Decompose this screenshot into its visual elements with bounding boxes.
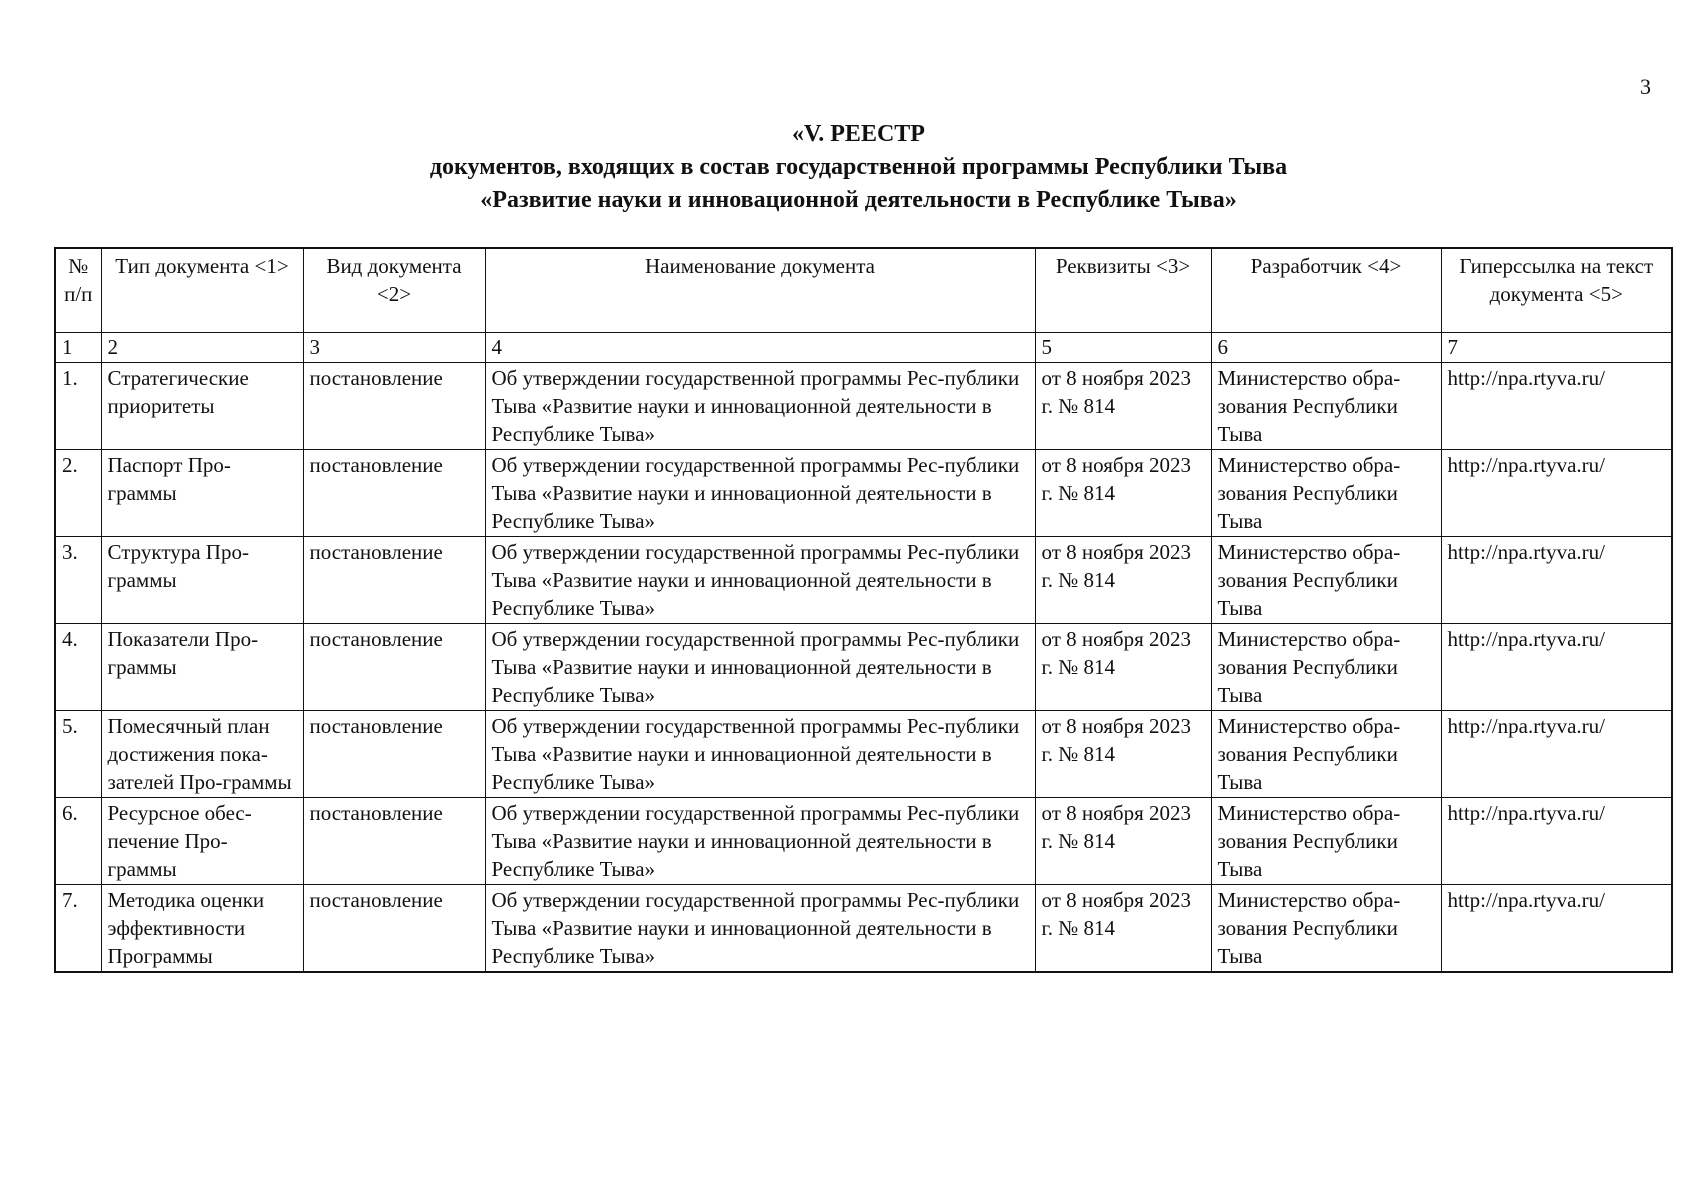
doc-name-cell: Об утверждении государственной программы Рес-публики Тыва «Развитие науки и инновационной деятельности в Республике Тыва» <box>485 797 1035 884</box>
column-number: 7 <box>1441 332 1672 362</box>
doc-kind-cell: постановление <box>303 884 485 972</box>
column-number: 6 <box>1211 332 1441 362</box>
doc-name-cell: Об утверждении государственной программы Рес-публики Тыва «Развитие науки и инновационной деятельности в Республике Тыва» <box>485 449 1035 536</box>
column-number: 4 <box>485 332 1035 362</box>
page-number: 3 <box>1640 74 1651 99</box>
title-line-registry: «V. РЕЕСТР <box>792 121 925 147</box>
header-cell-developer: Разработчик <4> <box>1211 248 1441 332</box>
hyperlink-cell[interactable]: http://npa.rtyva.ru/ <box>1441 710 1672 797</box>
requisites-cell: от 8 ноября 2023 г. № 814 <box>1035 623 1211 710</box>
doc-type-cell: Методика оценки эффективности Программы <box>101 884 303 972</box>
developer-cell: Министерство обра-зования Республики Тыва <box>1211 449 1441 536</box>
table-row <box>55 449 1672 536</box>
header-cell-number: № п/п <box>55 248 101 332</box>
row-number: 2. <box>55 449 101 536</box>
header-row <box>55 248 1672 332</box>
developer-cell: Министерство обра-зования Республики Тыва <box>1211 623 1441 710</box>
table-row <box>55 710 1672 797</box>
hyperlink-cell[interactable]: http://npa.rtyva.ru/ <box>1441 623 1672 710</box>
doc-type-cell: Структура Про-граммы <box>101 536 303 623</box>
developer-cell: Министерство обра-зования Республики Тыва <box>1211 710 1441 797</box>
row-number: 6. <box>55 797 101 884</box>
table-row <box>55 536 1672 623</box>
hyperlink-cell[interactable]: http://npa.rtyva.ru/ <box>1441 362 1672 449</box>
title-line-program: «Развитие науки и инновационной деятельности в Республике Тыва» <box>480 187 1237 213</box>
row-number: 5. <box>55 710 101 797</box>
row-number: 3. <box>55 536 101 623</box>
hyperlink-cell[interactable]: http://npa.rtyva.ru/ <box>1441 536 1672 623</box>
doc-kind-cell: постановление <box>303 797 485 884</box>
developer-cell: Министерство обра-зования Республики Тыва <box>1211 797 1441 884</box>
table-row <box>55 797 1672 884</box>
doc-kind-cell: постановление <box>303 623 485 710</box>
column-number-row <box>55 332 1672 362</box>
header-cell-doc-name: Наименование документа <box>485 248 1035 332</box>
requisites-cell: от 8 ноября 2023 г. № 814 <box>1035 797 1211 884</box>
developer-cell: Министерство обра-зования Республики Тыва <box>1211 884 1441 972</box>
column-number: 5 <box>1035 332 1211 362</box>
requisites-cell: от 8 ноября 2023 г. № 814 <box>1035 884 1211 972</box>
row-number: 1. <box>55 362 101 449</box>
requisites-cell: от 8 ноября 2023 г. № 814 <box>1035 449 1211 536</box>
doc-kind-cell: постановление <box>303 449 485 536</box>
doc-type-cell: Показатели Про-граммы <box>101 623 303 710</box>
requisites-cell: от 8 ноября 2023 г. № 814 <box>1035 710 1211 797</box>
doc-name-cell: Об утверждении государственной программы Рес-публики Тыва «Развитие науки и инновационной деятельности в Республике Тыва» <box>485 623 1035 710</box>
hyperlink-cell[interactable]: http://npa.rtyva.ru/ <box>1441 449 1672 536</box>
row-number: 7. <box>55 884 101 972</box>
doc-kind-cell: постановление <box>303 536 485 623</box>
doc-name-cell: Об утверждении государственной программы Рес-публики Тыва «Развитие науки и инновационной деятельности в Республике Тыва» <box>485 536 1035 623</box>
requisites-cell: от 8 ноября 2023 г. № 814 <box>1035 536 1211 623</box>
requisites-cell: от 8 ноября 2023 г. № 814 <box>1035 362 1211 449</box>
doc-kind-cell: постановление <box>303 362 485 449</box>
header-cell-requisites: Реквизиты <3> <box>1035 248 1211 332</box>
doc-name-cell: Об утверждении государственной программы Рес-публики Тыва «Развитие науки и инновационной деятельности в Республике Тыва» <box>485 362 1035 449</box>
title-line-documents: документов, входящих в состав государственной программы Республики Тыва <box>429 154 1288 180</box>
table-row <box>55 884 1672 972</box>
doc-name-cell: Об утверждении государственной программы Рес-публики Тыва «Развитие науки и инновационной деятельности в Республике Тыва» <box>485 884 1035 972</box>
doc-kind-cell: постановление <box>303 710 485 797</box>
table-row <box>55 362 1672 449</box>
doc-type-cell: Ресурсное обес-печение Про-граммы <box>101 797 303 884</box>
hyperlink-cell[interactable]: http://npa.rtyva.ru/ <box>1441 797 1672 884</box>
developer-cell: Министерство обра-зования Республики Тыва <box>1211 536 1441 623</box>
column-number: 2 <box>101 332 303 362</box>
column-number: 3 <box>303 332 485 362</box>
header-cell-hyperlink: Гиперссылка на текст документа <5> <box>1441 248 1672 332</box>
hyperlink-cell[interactable]: http://npa.rtyva.ru/ <box>1441 884 1672 972</box>
registry-table <box>54 247 1673 973</box>
table-row <box>55 623 1672 710</box>
doc-type-cell: Стратегические приоритеты <box>101 362 303 449</box>
doc-type-cell: Паспорт Про-граммы <box>101 449 303 536</box>
header-cell-doc-type: Тип документа <1> <box>101 248 303 332</box>
column-number: 1 <box>55 332 101 362</box>
doc-type-cell: Помесячный план достижения пока-зателей Про-граммы <box>101 710 303 797</box>
row-number: 4. <box>55 623 101 710</box>
doc-name-cell: Об утверждении государственной программы Рес-публики Тыва «Развитие науки и инновационной деятельности в Республике Тыва» <box>485 710 1035 797</box>
document-title <box>0 118 1697 217</box>
developer-cell: Министерство обра-зования Республики Тыва <box>1211 362 1441 449</box>
header-cell-doc-kind: Вид документа <2> <box>303 248 485 332</box>
